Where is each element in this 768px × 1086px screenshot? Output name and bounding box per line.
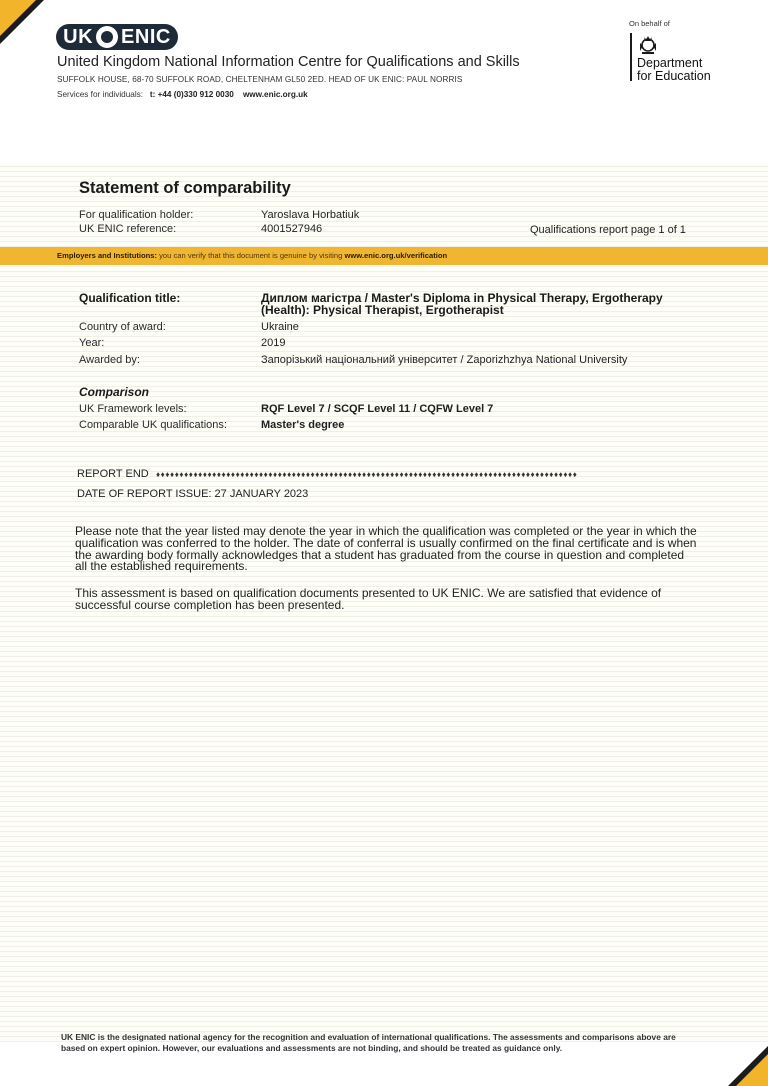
uk-enic-logo — [56, 24, 178, 50]
globe-icon — [96, 26, 118, 48]
country-value: Ukraine — [261, 321, 299, 333]
country-label: Country of award: — [79, 321, 166, 333]
services-label: Services for individuals: — [57, 90, 144, 99]
page-indicator: Qualifications report page 1 of 1 — [530, 224, 686, 236]
awarded-by-label: Awarded by: — [79, 354, 140, 366]
comparable-qualifications-label: Comparable UK qualifications: — [79, 419, 227, 431]
qualification-title-value: Диплом магістра / Master's Diploma in Physical Therapy, Ergotherapy (Health): Physical Therapist, Ergotherapist — [261, 291, 663, 317]
page-title: Statement of comparability — [79, 179, 291, 197]
corner-stripe-top-left — [0, 0, 36, 36]
holder-label: For qualification holder: — [79, 209, 194, 221]
services-phone: t: +44 (0)330 912 0030 — [149, 90, 234, 99]
verification-link[interactable]: www.enic.org.uk/verification — [344, 251, 448, 260]
dfe-divider — [630, 33, 632, 81]
organisation-address: SUFFOLK HOUSE, 68-70 SUFFOLK ROAD, CHELTENHAM GL50 2ED. HEAD OF UK ENIC: PAUL NORRIS — [57, 75, 463, 84]
verification-text — [57, 251, 447, 260]
dfe-name-line2: for Education — [637, 69, 711, 83]
note-paragraph-1: Please note that the year listed may denote the year in which the qualification was completed or the year in which the qualification was conferred to the holder. The date of conferral is usually confirmed on the final certificate and is when the awarding body formally acknowledges that a student has graduated from the course in question and completed all the established requirements. — [75, 524, 697, 574]
awarded-by-value: Запорізький національний університет / Zaporizhzhya National University — [261, 354, 628, 366]
framework-levels-value: RQF Level 7 / SCQF Level 11 / CQFW Level 7 — [261, 403, 494, 415]
verification-message: you can verify that this document is genuine by visiting — [159, 251, 343, 260]
qualification-title-label: Qualification title: — [79, 291, 181, 305]
footer-disclaimer: UK ENIC is the designated national agency for the recognition and evaluation of international qualifications. The assessments and comparisons above are based on expert opinion. However, our evaluations and assessments are not binding, and should be treated as guidance only. — [61, 1032, 676, 1053]
comparable-qualifications-value: Master's degree — [261, 419, 345, 431]
services-line — [57, 90, 308, 99]
verification-banner — [0, 247, 768, 265]
royal-crest-icon — [637, 33, 659, 55]
logo-text-uk: UK — [63, 25, 94, 48]
framework-levels-label: UK Framework levels: — [79, 403, 187, 415]
report-end-label: REPORT END — [77, 468, 149, 480]
dfe-name — [637, 57, 711, 83]
on-behalf-of-label: On behalf of — [629, 19, 670, 28]
organisation-name: United Kingdom National Information Centre for Qualifications and Skills — [57, 54, 520, 70]
holder-value: Yaroslava Horbatiuk — [261, 209, 360, 221]
verification-prefix: Employers and Institutions: — [57, 251, 157, 260]
comparison-heading: Comparison — [79, 385, 150, 399]
services-website[interactable]: www.enic.org.uk — [242, 90, 308, 99]
reference-label: UK ENIC reference: — [79, 223, 177, 235]
dfe-name-line1: Department — [637, 56, 703, 70]
reference-value: 4001527946 — [261, 223, 323, 235]
year-label: Year: — [79, 337, 105, 349]
report-end-dots: ♦♦♦♦♦♦♦♦♦♦♦♦♦♦♦♦♦♦♦♦♦♦♦♦♦♦♦♦♦♦♦♦♦♦♦♦♦♦♦♦♦♦♦♦♦♦♦♦♦♦♦♦♦♦♦♦♦♦♦♦♦♦♦♦♦♦♦♦♦♦♦♦♦♦♦♦♦♦♦♦♦♦♦♦♦♦♦♦♦♦ — [156, 470, 578, 479]
logo-text-enic: ENIC — [121, 25, 171, 48]
year-value: 2019 — [261, 337, 286, 349]
report-issue-date: DATE OF REPORT ISSUE: 27 JANUARY 2023 — [77, 488, 309, 500]
corner-stripe-bottom-right — [736, 1054, 768, 1086]
note-paragraph-2: This assessment is based on qualification documents presented to UK ENIC. We are satisfied that evidence of successful course completion has been presented. — [75, 586, 662, 612]
